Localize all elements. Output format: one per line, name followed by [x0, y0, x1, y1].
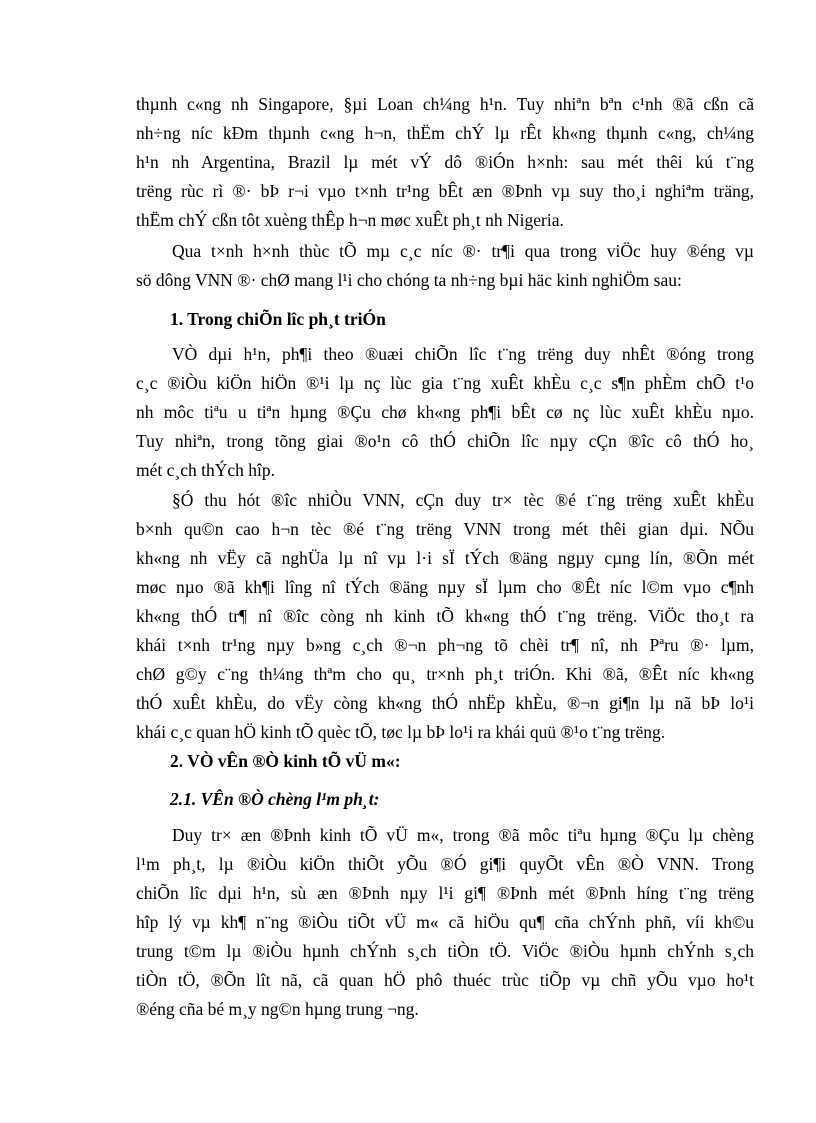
- text-line: thÓ xuÊt khÈu, do vËy còng kh«ng thÓ nhËp khÈu, ®¬n gi¶n lµ nã bÞ lo¹i: [136, 693, 754, 713]
- paragraph-5: [136, 821, 754, 1024]
- text-line: Tuy nhiªn, trong tõng giai ®o¹n cô thÓ chiÕn lîc nµy cÇn ®îc cô thÓ ho¸: [136, 431, 754, 451]
- text-line: §Ó thu hót ®îc nhiÒu VNN, cÇn duy tr× tèc ®é t¨ng trëng xuÊt khÈu: [172, 490, 754, 510]
- text-line: kh«ng nh vËy cã nghÜa lµ nî vµ l·i sÏ tÝch ®äng ngµy cµng lín, ®Õn mét: [136, 548, 754, 568]
- paragraph-3: [136, 340, 754, 485]
- section-heading: 1. Trong chiÕn lîc ph¸t triÓn: [170, 309, 386, 329]
- paragraph-2: [136, 237, 754, 295]
- text-line: nh÷ng níc kÐm thµnh c«ng h¬n, thËm chÝ lµ rÊt kh«ng thµnh c«ng, ch¼ng: [136, 123, 754, 143]
- text-line: khái t×nh tr¹ng nµy b»ng c¸ch ®¬n ph¬ng tõ chèi tr¶ nî, nh Pªru ®· lµm,: [136, 635, 754, 655]
- section-heading: 2. VÒ vÊn ®Ò kinh tÕ vÜ m«:: [170, 751, 401, 771]
- text-line: VÒ dµi h¹n, ph¶i theo ®uæi chiÕn lîc t¨ng trëng duy nhÊt ®óng trong: [172, 344, 754, 364]
- text-line: chØ g©y c¨ng th¼ng thªm cho qu¸ tr×nh ph¸t triÓn. Khi ®ã, ®Êt níc kh«ng: [136, 664, 754, 684]
- text-line: khái c¸c quan hÖ kinh tÕ quèc tÕ, tøc lµ bÞ lo¹i ra khái quü ®¹o t¨ng trëng.: [136, 722, 666, 742]
- paragraph-4: [136, 486, 754, 747]
- text-line: nh môc tiªu u tiªn hµng ®Çu chø kh«ng ph¶i bÊt cø nç lùc xuÊt khÈu nµo.: [136, 402, 754, 422]
- text-line: møc nµo ®ã kh¶i lîng nî tÝch ®äng nµy sÏ lµm cho ®Êt níc l©m vµo c¶nh: [136, 577, 754, 597]
- text-line: c¸c ®iÒu kiÖn hiÖn ®¹i lµ nç lùc gia t¨ng xuÊt khÈu c¸c s¶n phÈm chÕ t¹o: [136, 373, 754, 393]
- text-line: Duy tr× æn ®Þnh kinh tÕ vÜ m«, trong ®ã môc tiªu hµng ®Çu lµ chèng: [172, 825, 754, 845]
- text-line: trëng rùc rì ®· bÞ r¬i vµo t×nh tr¹ng bÊt æn ®Þnh vµ suy tho¸i nghiªm träng,: [136, 181, 754, 201]
- text-line: mét c¸ch thÝch hîp.: [136, 460, 275, 480]
- text-line: h¹n nh Argentina, Brazil lµ mét vÝ dô ®iÓn h×nh: sau mét thêi kú t¨ng: [136, 152, 754, 172]
- section-heading-2-1: [136, 785, 754, 814]
- text-line: trung t©m lµ ®iÒu hµnh chÝnh s¸ch tiÒn tÖ. ViÖc ®iÒu hµnh chÝnh s¸ch: [136, 941, 754, 961]
- text-line: chiÕn lîc dµi h¹n, sù æn ®Þnh nµy l¹i gi¶ ®Þnh mét ®Þnh híng t¨ng trëng: [136, 883, 754, 903]
- section-heading-1: [136, 305, 754, 334]
- text-line: hîp lý vµ kh¶ n¨ng ®iÒu tiÕt vÜ m« cã hiÖu qu¶ cña chÝnh phñ, víi kh©u: [136, 912, 754, 932]
- section-heading-2: [136, 747, 754, 776]
- paragraph-1: [136, 90, 754, 235]
- text-line: sö dông VNN ®· chØ mang l¹i cho chóng ta nh÷ng bµi häc kinh nghiÖm sau:: [136, 270, 682, 290]
- text-line: b×nh qu©n cao h¬n tèc ®é t¨ng trëng VNN trong mét thêi gian dµi. NÕu: [136, 519, 754, 539]
- subsection-heading: 2.1. VÊn ®Ò chèng l¹m ph¸t:: [170, 789, 380, 809]
- text-line: tiÒn tÖ, ®Õn lît nã, cã quan hÖ phô thuéc trùc tiÕp vµ chñ yÕu vµo ho¹t: [136, 970, 754, 990]
- text-line: thËm chÝ cßn tôt xuèng thÊp h¬n møc xuÊt ph¸t nh Nigeria.: [136, 210, 564, 230]
- text-line: ®éng cña bé m¸y ng©n hµng trung ¬ng.: [136, 999, 419, 1019]
- text-line: kh«ng thÓ tr¶ nî ®îc còng nh kinh tÕ kh«ng thÓ t¨ng trëng. ViÖc tho¸t ra: [136, 606, 754, 626]
- text-line: Qua t×nh h×nh thùc tÕ mµ c¸c níc ®· tr¶i qua trong viÖc huy ®éng vµ: [172, 241, 754, 261]
- text-line: l¹m ph¸t, lµ ®iÒu kiÖn thiÕt yÕu ®Ó gi¶i quyÕt vÊn ®Ò VNN. Trong: [136, 854, 754, 874]
- text-line: thµnh c«ng nh Singapore, §µi Loan ch¼ng h¹n. Tuy nhiªn bªn c¹nh ®ã cßn cã: [136, 94, 754, 114]
